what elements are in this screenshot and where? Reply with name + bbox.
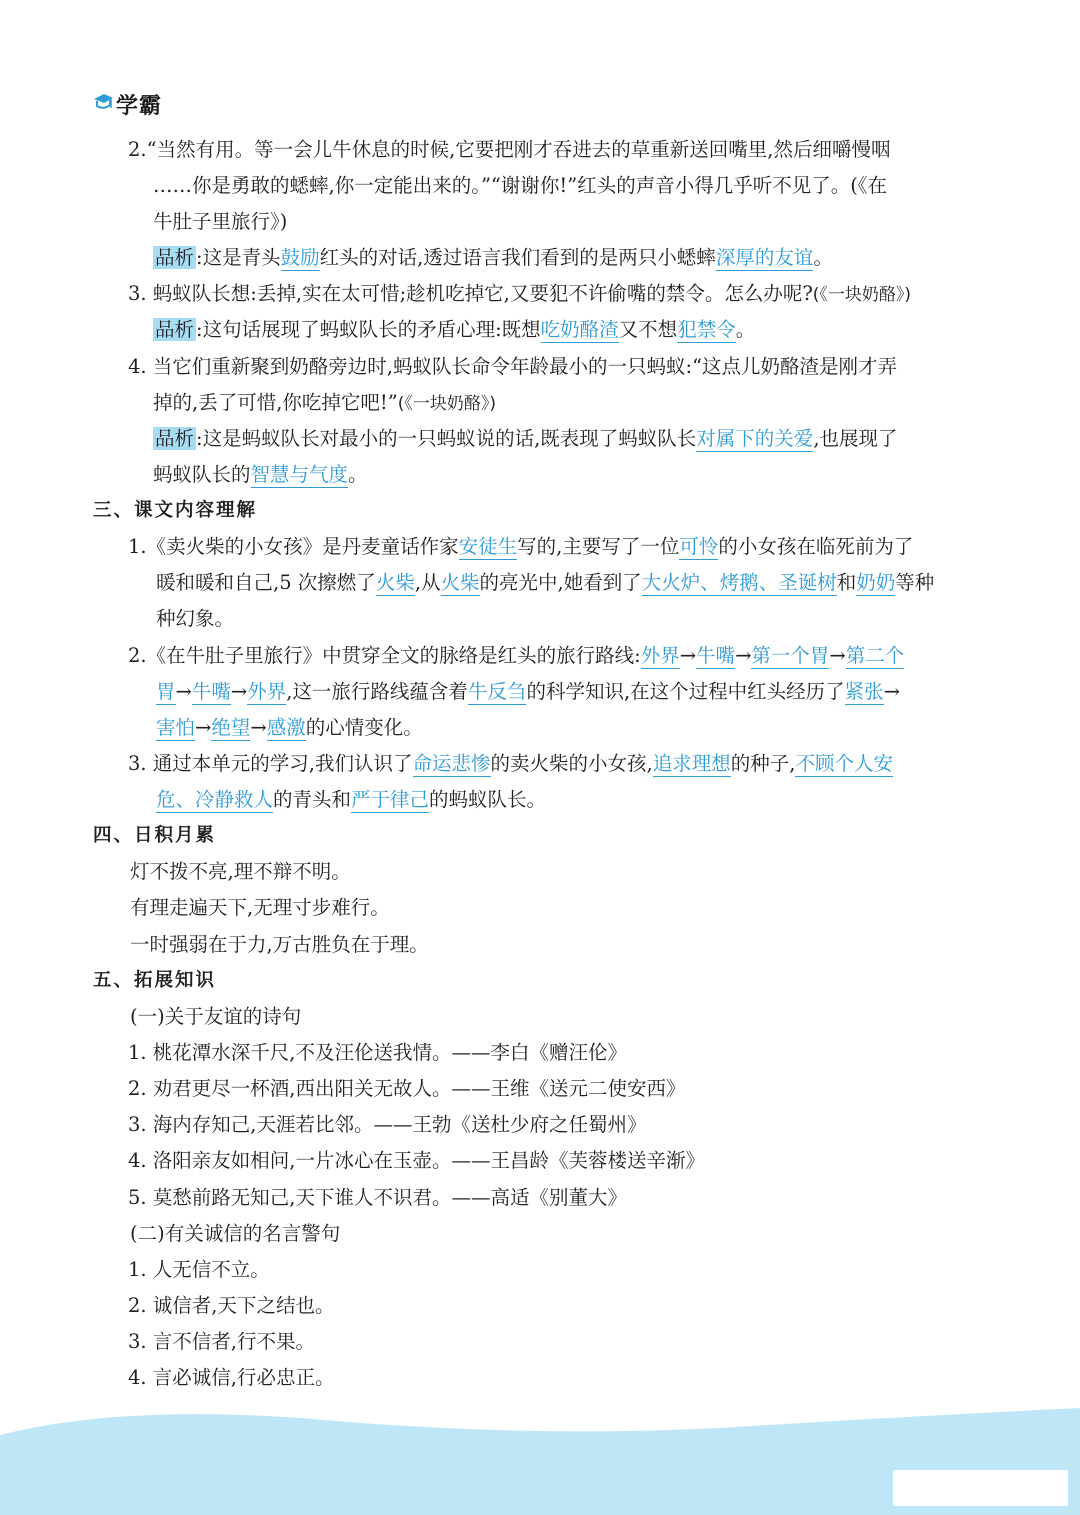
poem-line-5: 5. 莫愁前路无知己,天下谁人不识君。——高适《别董大》 [128, 1186, 628, 1209]
arrow: → [250, 716, 267, 739]
item-text: 的青头和 [273, 788, 352, 811]
arrow: → [679, 644, 697, 667]
analysis-tag: 品析 [155, 318, 195, 341]
answer-blank: 胃 [156, 680, 176, 703]
item-text: ,从 [414, 571, 441, 594]
analysis-text: 蚂蚁队长的 [153, 463, 251, 486]
arrow: → [175, 680, 192, 703]
quote-4-line-1: 4. 当它们重新聚到奶酪旁边时,蚂蚁队长命令年龄最小的一只蚂蚁:“这点儿奶酪渣是刚才弄 [128, 355, 898, 378]
answer-blank: 犯禁令 [677, 318, 736, 341]
item-3-2-line-3 [156, 715, 423, 741]
item-3-1-line-1 [128, 534, 913, 560]
item-3-1-line-3: 种幻象。 [156, 607, 235, 630]
item-text: 写的,主要写了一位 [517, 535, 680, 558]
analysis-tag: 品析 [155, 246, 195, 269]
item-text: 的卖火柴的小女孩, [490, 752, 653, 775]
poem-line-4: 4. 洛阳亲友如相问,一片冰心在玉壶。——王昌龄《芙蓉楼送辛渐》 [128, 1149, 706, 1172]
maxim-3: 3. 言不信者,行不果。 [128, 1330, 316, 1353]
answer-blank: 感激 [266, 716, 306, 739]
item-text: ,这一旅行路线蕴含着 [286, 680, 468, 703]
analysis-text: :这是青头 [196, 246, 281, 269]
answer-blank: 安徒生 [458, 535, 518, 558]
item-text: 1.《卖火柴的小女孩》是丹麦童话作家 [128, 535, 459, 558]
maxim-1: 1. 人无信不立。 [128, 1258, 270, 1281]
arrow: → [230, 680, 248, 703]
item-3-3-line-2 [156, 787, 546, 813]
analysis-text: 。 [813, 246, 833, 269]
item-text: 的心情变化。 [305, 716, 423, 739]
answer-blank: 牛嘴 [696, 644, 736, 667]
answer-blank: 智慧与气度 [250, 463, 349, 486]
answer-blank: 绝望 [211, 716, 251, 739]
quote-source: (《一块奶酪》) [812, 285, 912, 305]
arrow: → [735, 644, 752, 667]
analysis-text: :这句话展现了蚂蚁队长的矛盾心理:既想 [196, 318, 541, 341]
answer-blank: 鼓励 [280, 246, 320, 269]
analysis-text: 。 [348, 463, 368, 486]
answer-blank: 害怕 [156, 716, 196, 739]
analysis-text: 。 [735, 318, 756, 341]
analysis-text: :这是蚂蚁队长对最小的一只蚂蚁说的话,既表现了蚂蚁队长 [196, 427, 697, 450]
item-text: 的蚂蚁队长。 [429, 788, 547, 811]
arrow: → [883, 680, 901, 703]
analysis-text: ,也展现了 [813, 427, 898, 450]
quote-2-line-1: 2.“当然有用。等一会儿牛休息的时候,它要把刚才吞进去的草重新送回嘴里,然后细嚼慢咽 [128, 138, 891, 161]
subsection-friendship: (一)关于友谊的诗句 [130, 1005, 302, 1028]
answer-blank: 命运悲惨 [412, 752, 491, 775]
poem-line-3: 3. 海内存知己,天涯若比邻。——王勃《送杜少府之任蜀州》 [128, 1113, 647, 1136]
saying-2: 有理走遍天下,无理寸步难行。 [130, 896, 390, 919]
arrow: → [829, 644, 846, 667]
answer-blank: 紧张 [844, 680, 884, 703]
item-3-2-line-2 [156, 679, 900, 705]
answer-blank: 吃奶酪渣 [540, 318, 619, 341]
logo [92, 86, 162, 120]
graduation-cap-icon [92, 90, 114, 120]
item-text: 等种 [895, 571, 935, 594]
answer-blank: 对属下的关爱 [696, 427, 814, 450]
quote-text: 掉的,丢了可惜,你吃掉它吧!” [153, 391, 398, 414]
section-heading-3: 三、课文内容理解 [93, 500, 258, 521]
quote-4-line-2 [153, 390, 496, 417]
answer-blank: 第二个 [845, 644, 905, 667]
item-3-2-line-1 [128, 643, 904, 669]
analysis-2 [153, 245, 833, 271]
item-3-3-line-1 [128, 751, 893, 777]
item-text: 的小女孩在临死前为了 [718, 535, 914, 558]
section-heading-5: 五、拓展知识 [93, 970, 217, 991]
item-text: 3. 通过本单元的学习,我们认识了 [128, 752, 413, 775]
answer-blank: 牛嘴 [191, 680, 231, 703]
item-text: 的亮光中,她看到了 [479, 571, 642, 594]
saying-1: 灯不拨不亮,理不辩不明。 [130, 860, 351, 883]
answer-blank: 深厚的友谊 [715, 246, 814, 269]
answer-blank: 牛反刍 [467, 680, 527, 703]
item-3-1-line-2 [156, 570, 934, 596]
answer-blank: 追求理想 [652, 752, 731, 775]
saying-3: 一时强弱在于力,万古胜负在于理。 [130, 933, 429, 956]
quote-source: (《一块奶酪》) [397, 394, 496, 414]
item-text: 暖和暖和自己,5 次擦燃了 [156, 571, 376, 594]
answer-blank: 火柴 [440, 571, 480, 594]
page-number-box [893, 1470, 1068, 1506]
answer-blank: 大火炉、烤鹅、圣诞树 [641, 571, 837, 594]
item-text: 和 [836, 571, 857, 594]
answer-blank: 第一个胃 [751, 644, 830, 667]
subsection-integrity: (二)有关诚信的名言警句 [130, 1222, 341, 1245]
item-text: 的科学知识,在这个过程中红头经历了 [526, 680, 845, 703]
answer-blank: 火柴 [375, 571, 415, 594]
answer-blank: 可怜 [679, 535, 719, 558]
answer-blank: 外界 [247, 680, 287, 703]
answer-blank: 不顾个人安 [795, 752, 893, 775]
logo-text: 学霸 [116, 94, 163, 119]
maxim-2: 2. 诚信者,天下之结也。 [128, 1294, 335, 1317]
quote-2-line-2: ……你是勇敢的蟋蟀,你一定能出来的。”“谢谢你!”红头的声音小得几乎听不见了。(《在 [153, 174, 888, 197]
poem-line-1: 1. 桃花潭水深千尺,不及汪伦送我情。——李白《赠汪伦》 [128, 1041, 628, 1064]
answer-blank: 外界 [640, 644, 680, 667]
item-text: 的种子, [730, 752, 796, 775]
quote-2-source: 牛肚子里旅行》) [153, 210, 288, 233]
analysis-3 [153, 317, 755, 343]
answer-blank: 严于律己 [351, 788, 430, 811]
maxim-4: 4. 言必诚信,行必忠正。 [128, 1366, 335, 1389]
answer-blank: 危、冷静救人 [156, 788, 274, 811]
analysis-tag: 品析 [155, 427, 195, 450]
section-heading-4: 四、日积月累 [93, 825, 217, 846]
analysis-4-line-2 [153, 462, 368, 488]
item-text: 2.《在牛肚子里旅行》中贯穿全文的脉络是红头的旅行路线: [128, 644, 641, 667]
answer-blank: 奶奶 [856, 571, 896, 594]
analysis-text: 红头的对话,透过语言我们看到的是两只小蟋蟀 [319, 246, 716, 269]
quote-text: 3. 蚂蚁队长想:丢掉,实在太可惜;趁机吃掉它,又要犯不许偷嘴的禁令。怎么办呢? [128, 282, 813, 305]
arrow: → [195, 716, 212, 739]
quote-3 [128, 281, 911, 308]
poem-line-2: 2. 劝君更尽一杯酒,西出阳关无故人。——王维《送元二使安西》 [128, 1077, 686, 1100]
analysis-4-line-1 [153, 426, 898, 452]
analysis-text: 又不想 [618, 318, 678, 341]
